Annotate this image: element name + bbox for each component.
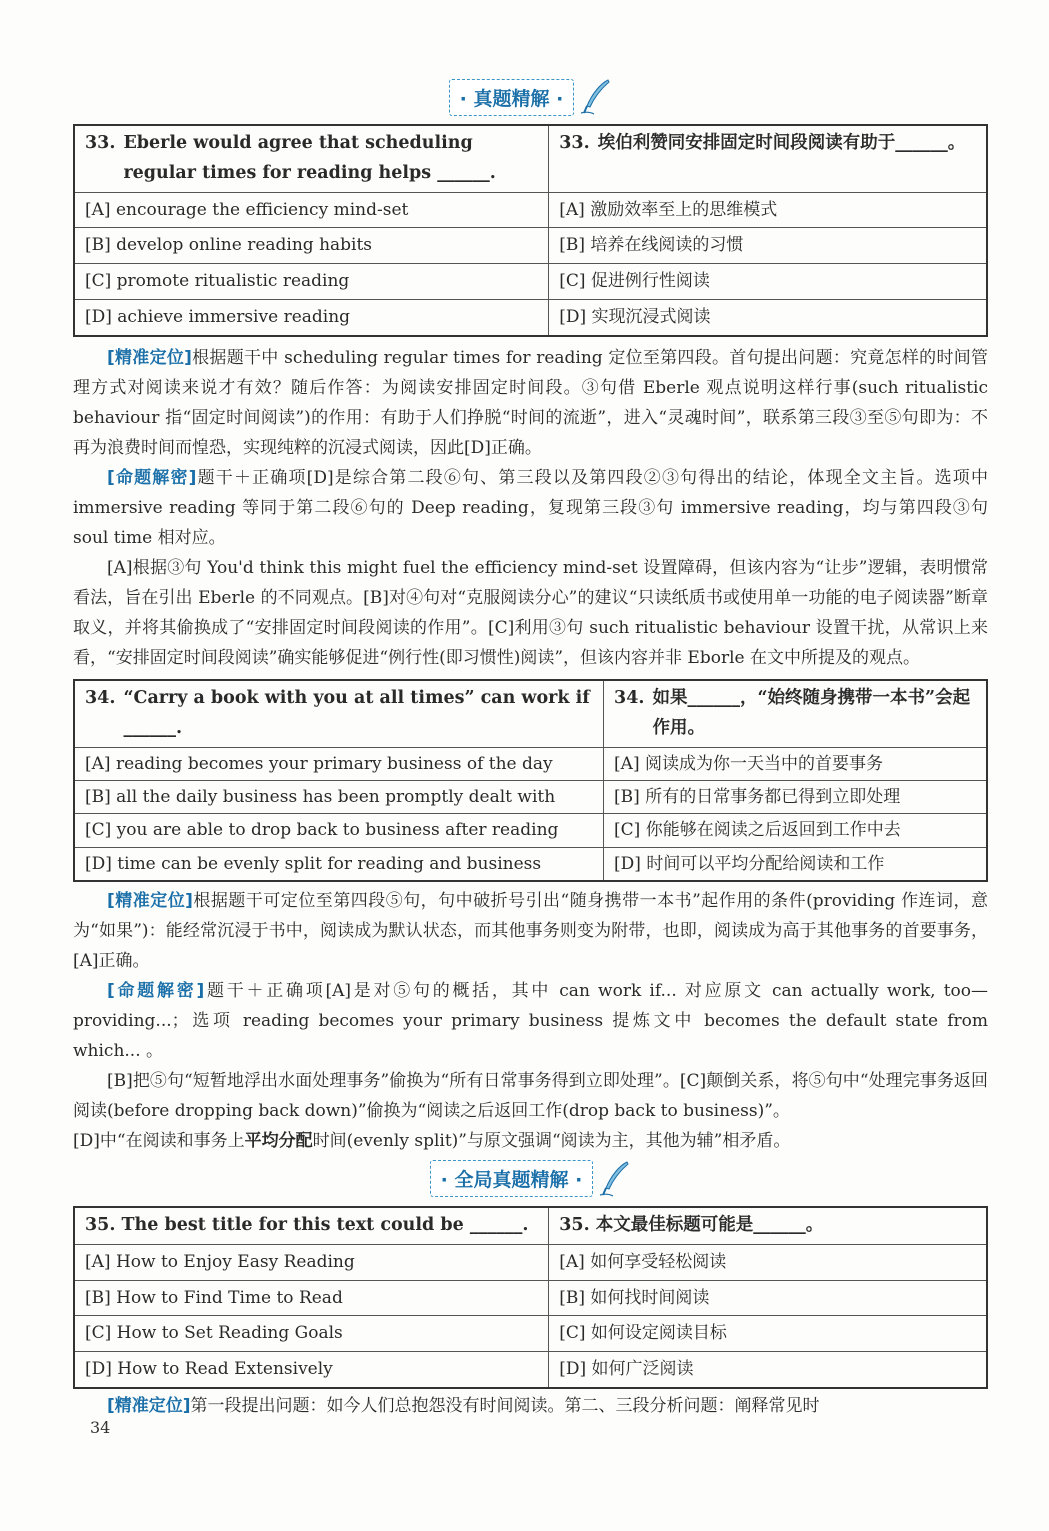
page-content	[73, 78, 988, 1421]
table-row	[74, 264, 987, 300]
analysis-paragraph: [B]把⑤句“短暂地浮出水面处理事务”偷换为“所有日常事务得到立即处理”。[C]颠倒关系，将⑤句中“处理完事务返回阅读(before dropping back down)”偷换为“阅读之后返回工作(drop back to business)”。	[73, 1070, 988, 1121]
option-cn: [A] 激励效率至上的思维模式	[549, 192, 987, 228]
emphasis-text: 平均分配	[244, 1130, 313, 1151]
question-35-stem-en: 35. The best title for this text could be ______.	[74, 1207, 549, 1244]
section-header	[73, 78, 988, 116]
question-stem: Eberle would agree that scheduling regular times for reading helps ______.	[123, 133, 496, 183]
question-stem: 埃伯利赞同安排固定时间段阅读有助于______。	[597, 133, 966, 153]
option-en: [C] you are able to drop back to business after reading	[74, 814, 604, 847]
table-row	[74, 1244, 987, 1280]
option-en: [A] reading becomes your primary business of the day	[74, 747, 604, 780]
option-en: [D] How to Read Extensively	[74, 1352, 549, 1388]
question-stem: 如果______，“始终随身携带一本书”会起作用。	[652, 688, 971, 738]
option-cn: [C] 你能够在阅读之后返回到工作中去	[604, 814, 987, 847]
option-cn: [A] 阅读成为你一天当中的首要事务	[604, 747, 987, 780]
question-number: 33.	[85, 133, 116, 153]
option-en: [B] develop online reading habits	[74, 228, 549, 264]
table-row	[74, 192, 987, 228]
table-row	[74, 747, 987, 780]
question-33-table	[73, 124, 988, 337]
analysis-paragraph	[73, 1126, 988, 1156]
analysis-paragraph	[73, 463, 988, 553]
section-title: · 全局真题精解 ·	[430, 1160, 594, 1197]
table-row	[74, 1280, 987, 1316]
option-cn: [C] 促进例行性阅读	[549, 264, 987, 300]
table-row	[74, 814, 987, 847]
option-en: [C] How to Set Reading Goals	[74, 1316, 549, 1352]
option-cn: [C] 如何设定阅读目标	[549, 1316, 987, 1352]
question-35-table	[73, 1206, 988, 1389]
option-cn: [D] 时间可以平均分配给阅读和工作	[604, 847, 987, 881]
analysis-text: 根据题干可定位至第四段⑤句，句中破折号引出“随身携带一本书”起作用的条件(providing 作连词，意为“如果”)：能经常沉浸于书中，阅读成为默认状态，而其他事务则变为附带，也即，阅读成为高于其他事务的首要事务，[A]正确。	[73, 890, 988, 971]
option-en: [A] encourage the efficiency mind-set	[74, 192, 549, 228]
quill-pen-icon	[578, 78, 612, 116]
table-row	[74, 125, 987, 192]
option-en: [C] promote ritualistic reading	[74, 264, 549, 300]
table-row	[74, 228, 987, 264]
option-cn: [B] 培养在线阅读的习惯	[549, 228, 987, 264]
option-cn: [B] 所有的日常事务都已得到立即处理	[604, 780, 987, 813]
analysis-paragraph	[73, 886, 988, 976]
table-row	[74, 847, 987, 881]
table-row	[74, 1316, 987, 1352]
question-34-table	[73, 679, 988, 882]
analysis-text: 第一段提出问题：如今人们总抱怨没有时间阅读。第二、三段分析问题：阐释常见时	[190, 1396, 820, 1417]
table-row	[74, 300, 987, 336]
analysis-paragraph: [A]根据③句 You'd think this might fuel the efficiency mind-set 设置障碍，但该内容为“让步”逻辑，表明惯常看法，旨在引出 Eberle 的不同观点。[B]对④句对“克服阅读分心”的建议“只读纸质书或使用单一功能的电子阅读器”断章取义，并将其偷换成了“安排固定时间段阅读的作用”。[C]利用③句 such ritualistic behaviour 设置干扰，从常识上来看，“安排固定时间段阅读”确实能够促进“例行性(即习惯性)阅读”，但该内容并非 Eborle 在文中所提及的观点。	[73, 558, 988, 669]
option-en: [D] time can be evenly split for reading and business	[74, 847, 604, 881]
option-en: [A] How to Enjoy Easy Reading	[74, 1244, 549, 1280]
analysis-paragraph	[73, 1391, 988, 1421]
option-cn: [D] 如何广泛阅读	[549, 1352, 987, 1388]
question-34-stem-cn	[604, 680, 987, 747]
analysis-text: 题干＋正确项[A]是对⑤句的概括，其中 can work if... 对应原文 can actually work, too—providing...；选项 reading becomes your primary business 提炼文中 becomes the default state from which... 。	[73, 980, 988, 1061]
analysis-tag: [精准定位]	[107, 890, 193, 911]
option-cn: [B] 如何找时间阅读	[549, 1280, 987, 1316]
option-cn: [D] 实现沉浸式阅读	[549, 300, 987, 336]
section-title: · 真题精解 ·	[449, 79, 575, 116]
question-stem: “Carry a book with you at all times” can work if ______.	[123, 688, 590, 738]
section-header	[73, 1160, 988, 1198]
question-number: 33.	[559, 133, 590, 153]
question-33-stem-en	[74, 125, 549, 192]
option-en: [D] achieve immersive reading	[74, 300, 549, 336]
table-row	[74, 1352, 987, 1388]
page-number: 34	[90, 1418, 111, 1437]
table-row	[74, 1207, 987, 1244]
analysis-tag: [精准定位]	[107, 348, 192, 369]
analysis-text: 根据题干中 scheduling regular times for reading 定位至第四段。首句提出问题：究竟怎样的时间管理方式对阅读来说才有效？随后作答：为阅读安排固定时间段。③句借 Eberle 观点说明这样行事(such ritualistic behaviour 指“固定时间阅读”)的作用：有助于人们挣脱“时间的流逝”，进入“灵魂时间”，联系第三段③至⑤句即为：不再为浪费时间而惶恐，实现纯粹的沉浸式阅读，因此[D]正确。	[73, 348, 988, 459]
question-33-stem-cn	[549, 125, 987, 192]
analysis-tag: [精准定位]	[107, 1396, 191, 1417]
analysis-paragraph	[73, 343, 988, 463]
quill-pen-icon	[597, 1160, 631, 1198]
analysis-text: 题干＋正确项[D]是综合第二段⑥句、第三段以及第四段②③句得出的结论，体现全文主旨。选项中 immersive reading 等同于第二段⑥句的 Deep reading，复现第三段③句 immersive reading，均与第四段③句 soul time 相对应。	[73, 468, 988, 549]
question-number: 34.	[85, 688, 116, 709]
question-number: 34.	[614, 688, 645, 709]
analysis-text: 时间(evenly split)”与原文强调“阅读为主，其他为辅”相矛盾。	[312, 1130, 791, 1151]
analysis-tag: [命题解密]	[107, 468, 197, 489]
option-en: [B] all the daily business has been promptly dealt with	[74, 780, 604, 813]
table-row	[74, 780, 987, 813]
question-35-stem-cn: 35. 本文最佳标题可能是______。	[549, 1207, 987, 1244]
analysis-paragraph	[73, 976, 988, 1066]
analysis-text: [D]中“在阅读和事务上	[73, 1130, 245, 1151]
question-34-stem-en	[74, 680, 604, 747]
analysis-tag: [命题解密]	[107, 980, 205, 1001]
option-en: [B] How to Find Time to Read	[74, 1280, 549, 1316]
table-row	[74, 680, 987, 747]
option-cn: [A] 如何享受轻松阅读	[549, 1244, 987, 1280]
